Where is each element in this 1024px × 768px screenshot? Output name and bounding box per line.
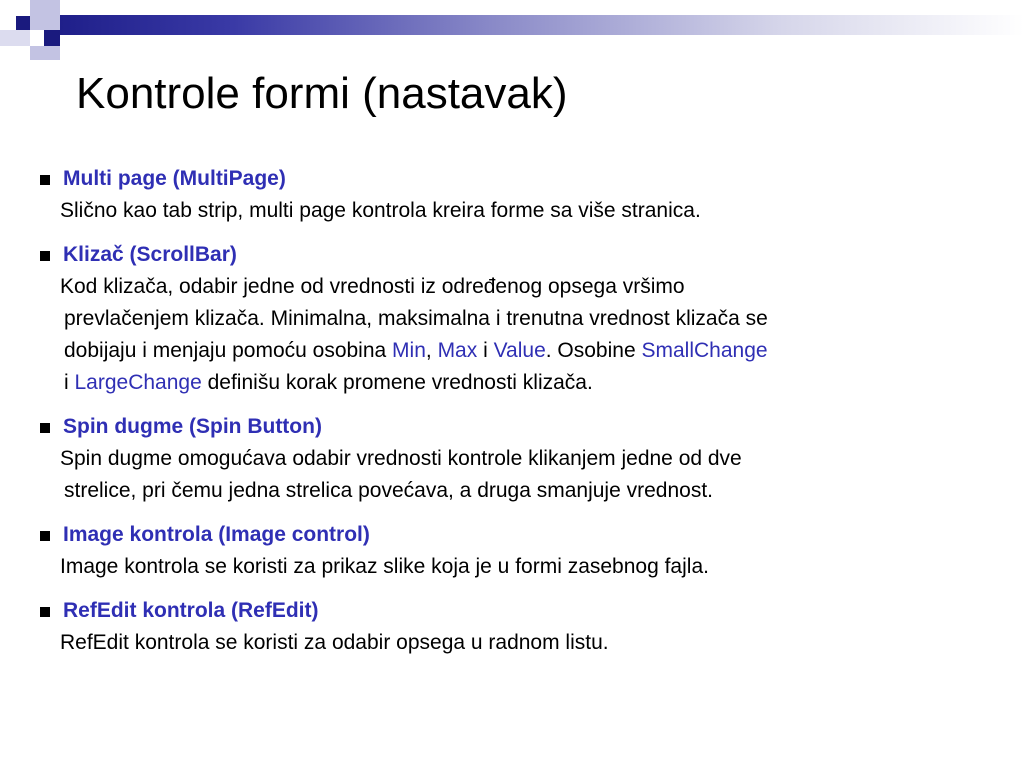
item-description: [60, 195, 990, 227]
decor-square: [30, 46, 60, 60]
item-heading: [40, 595, 990, 627]
item-description: [60, 551, 990, 583]
item-heading-text: RefEdit kontrola (RefEdit): [63, 599, 319, 622]
slide-title: Kontrole formi (nastavak): [76, 69, 568, 118]
keyword-value: Value: [493, 339, 546, 362]
description-line: Image kontrola se koristi za prikaz slike koja je u formi zasebnog fajla.: [60, 555, 709, 578]
decor-square: [30, 30, 44, 44]
description-line: [60, 335, 990, 367]
bullet-square-icon: [40, 607, 50, 617]
text-run: i: [477, 339, 494, 362]
slide-content: [40, 163, 990, 659]
item-description: [60, 271, 990, 399]
item-heading-text: Spin dugme (Spin Button): [63, 415, 322, 438]
description-line: RefEdit kontrola se koristi za odabir opsega u radnom listu.: [60, 631, 609, 654]
description-line: [60, 475, 990, 507]
keyword-min: Min: [392, 339, 426, 362]
decor-square: [16, 16, 30, 30]
list-item-spinbutton: [40, 411, 990, 507]
item-heading: [40, 519, 990, 551]
description-line: Kod klizača, odabir jedne od vrednosti iz određenog opsega vršimo: [60, 275, 685, 298]
description-line: Slično kao tab strip, multi page kontrola kreira forme sa više stranica.: [60, 199, 701, 222]
bullet-square-icon: [40, 423, 50, 433]
bullet-square-icon: [40, 251, 50, 261]
list-item-multipage: [40, 163, 990, 227]
description-line: [60, 367, 990, 399]
text-run: dobijaju i menjaju pomoću osobina: [64, 339, 393, 362]
bullet-square-icon: [40, 175, 50, 185]
bullet-square-icon: [40, 531, 50, 541]
item-heading: [40, 411, 990, 443]
item-heading-text: Klizač (ScrollBar): [63, 243, 237, 266]
keyword-max: Max: [437, 339, 478, 362]
text-run: . Osobine: [545, 339, 642, 362]
item-description: [60, 627, 990, 659]
header-band-decoration: [60, 15, 1024, 35]
text-run: definišu korak promene vrednosti klizača.: [201, 371, 593, 394]
text-run: ,: [425, 339, 438, 362]
item-description: [60, 443, 990, 507]
list-item-image: [40, 519, 990, 583]
text-run: i: [64, 371, 75, 394]
item-heading-text: Image kontrola (Image control): [63, 523, 370, 546]
item-heading: [40, 239, 990, 271]
description-line: [60, 303, 990, 335]
list-item-scrollbar: [40, 239, 990, 399]
decor-square: [30, 0, 60, 30]
text-run: strelice, pri čemu jedna strelica povećava, a druga smanjuje vrednost.: [64, 479, 713, 502]
description-line: Spin dugme omogućava odabir vrednosti kontrole klikanjem jedne od dve: [60, 447, 742, 470]
decor-square: [0, 30, 30, 46]
item-heading-text: Multi page (MultiPage): [63, 167, 286, 190]
decor-square: [44, 30, 60, 46]
list-item-refedit: [40, 595, 990, 659]
keyword-smallchange: SmallChange: [641, 339, 768, 362]
keyword-largechange: LargeChange: [74, 371, 202, 394]
text-run: prevlačenjem klizača. Minimalna, maksimalna i trenutna vrednost klizača se: [64, 307, 768, 330]
item-heading: [40, 163, 990, 195]
